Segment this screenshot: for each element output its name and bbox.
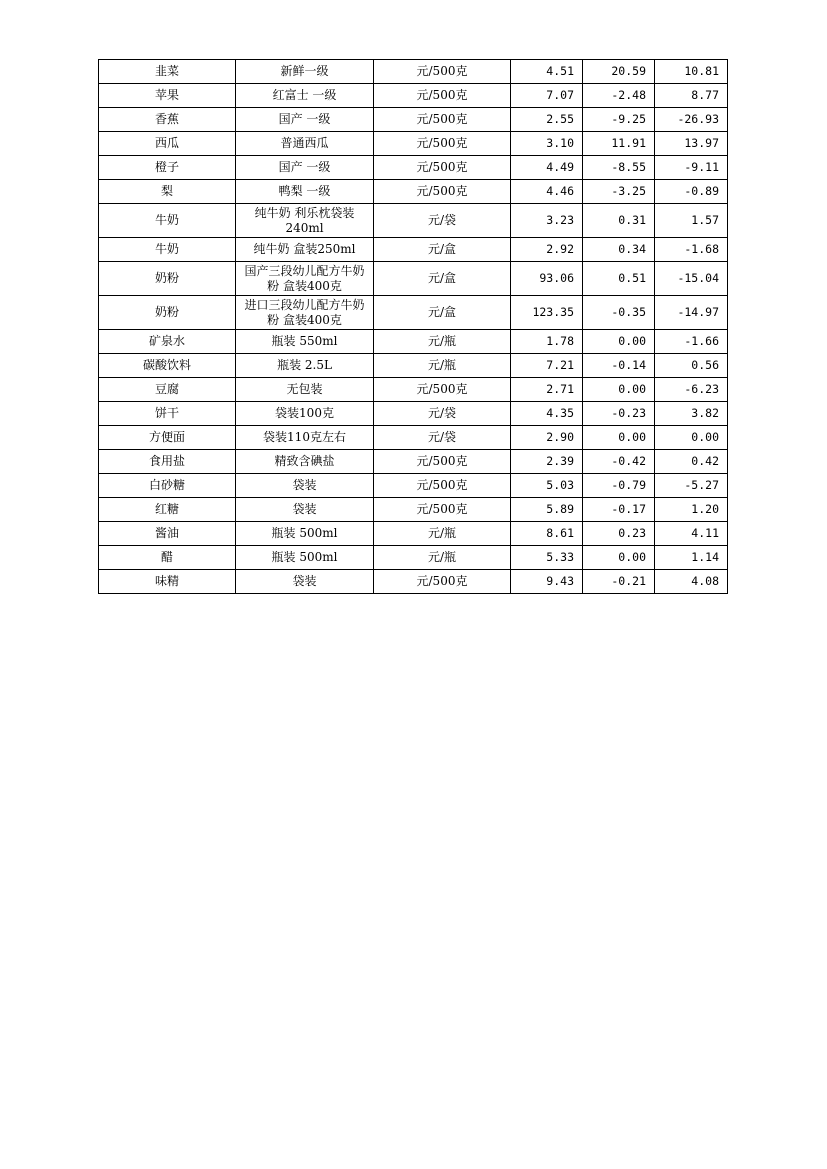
spec-cell: 纯牛奶 利乐枕袋装240ml bbox=[236, 204, 374, 238]
change-1-cell: 0.23 bbox=[583, 522, 655, 546]
spec-cell: 纯牛奶 盒装250ml bbox=[236, 238, 374, 262]
change-2-cell: 4.08 bbox=[655, 570, 728, 594]
change-1-cell: -0.79 bbox=[583, 474, 655, 498]
change-2-cell: -26.93 bbox=[655, 108, 728, 132]
change-2-cell: 1.20 bbox=[655, 498, 728, 522]
change-2-cell: -9.11 bbox=[655, 156, 728, 180]
table-row bbox=[99, 156, 728, 180]
change-1-cell: -9.25 bbox=[583, 108, 655, 132]
price-cell: 3.23 bbox=[511, 204, 583, 238]
product-name-cell: 食用盐 bbox=[99, 450, 236, 474]
product-name-cell: 饼干 bbox=[99, 402, 236, 426]
price-cell: 93.06 bbox=[511, 262, 583, 296]
product-name-cell: 矿泉水 bbox=[99, 330, 236, 354]
spec-cell: 进口三段幼儿配方牛奶粉 盒装400克 bbox=[236, 296, 374, 330]
price-cell: 2.92 bbox=[511, 238, 583, 262]
change-2-cell: -1.68 bbox=[655, 238, 728, 262]
change-1-cell: 0.34 bbox=[583, 238, 655, 262]
unit-cell: 元/500克 bbox=[374, 156, 511, 180]
change-1-cell: -0.35 bbox=[583, 296, 655, 330]
price-cell: 3.10 bbox=[511, 132, 583, 156]
product-name-cell: 橙子 bbox=[99, 156, 236, 180]
product-name-cell: 味精 bbox=[99, 570, 236, 594]
change-2-cell: -5.27 bbox=[655, 474, 728, 498]
unit-cell: 元/500克 bbox=[374, 132, 511, 156]
table-row bbox=[99, 296, 728, 330]
table-row bbox=[99, 108, 728, 132]
table-row bbox=[99, 84, 728, 108]
unit-cell: 元/500克 bbox=[374, 108, 511, 132]
unit-cell: 元/瓶 bbox=[374, 330, 511, 354]
table-row bbox=[99, 402, 728, 426]
price-cell: 2.39 bbox=[511, 450, 583, 474]
change-2-cell: 0.56 bbox=[655, 354, 728, 378]
price-cell: 4.49 bbox=[511, 156, 583, 180]
change-1-cell: 20.59 bbox=[583, 60, 655, 84]
product-name-cell: 豆腐 bbox=[99, 378, 236, 402]
change-1-cell: 0.00 bbox=[583, 426, 655, 450]
change-1-cell: -0.17 bbox=[583, 498, 655, 522]
change-2-cell: 8.77 bbox=[655, 84, 728, 108]
change-2-cell: -14.97 bbox=[655, 296, 728, 330]
product-name-cell: 红糖 bbox=[99, 498, 236, 522]
change-1-cell: -3.25 bbox=[583, 180, 655, 204]
change-1-cell: 0.51 bbox=[583, 262, 655, 296]
table-row bbox=[99, 498, 728, 522]
change-1-cell: 11.91 bbox=[583, 132, 655, 156]
spec-cell: 国产 一级 bbox=[236, 108, 374, 132]
spec-cell: 无包装 bbox=[236, 378, 374, 402]
change-1-cell: -2.48 bbox=[583, 84, 655, 108]
spec-cell: 精致含碘盐 bbox=[236, 450, 374, 474]
unit-cell: 元/袋 bbox=[374, 204, 511, 238]
unit-cell: 元/500克 bbox=[374, 84, 511, 108]
price-cell: 4.46 bbox=[511, 180, 583, 204]
product-name-cell: 韭菜 bbox=[99, 60, 236, 84]
spec-cell: 国产三段幼儿配方牛奶粉 盒装400克 bbox=[236, 262, 374, 296]
unit-cell: 元/500克 bbox=[374, 498, 511, 522]
table-row bbox=[99, 238, 728, 262]
spec-cell: 袋装110克左右 bbox=[236, 426, 374, 450]
price-cell: 2.90 bbox=[511, 426, 583, 450]
product-name-cell: 奶粉 bbox=[99, 296, 236, 330]
product-name-cell: 香蕉 bbox=[99, 108, 236, 132]
spec-cell: 瓶装 500ml bbox=[236, 522, 374, 546]
spec-cell: 瓶装 500ml bbox=[236, 546, 374, 570]
unit-cell: 元/瓶 bbox=[374, 546, 511, 570]
product-name-cell: 西瓜 bbox=[99, 132, 236, 156]
price-cell: 7.21 bbox=[511, 354, 583, 378]
unit-cell: 元/500克 bbox=[374, 474, 511, 498]
spec-cell: 瓶装 2.5L bbox=[236, 354, 374, 378]
change-2-cell: -6.23 bbox=[655, 378, 728, 402]
table-body bbox=[99, 60, 728, 594]
table-row bbox=[99, 546, 728, 570]
change-2-cell: -1.66 bbox=[655, 330, 728, 354]
price-cell: 2.71 bbox=[511, 378, 583, 402]
table-row bbox=[99, 474, 728, 498]
change-2-cell: -0.89 bbox=[655, 180, 728, 204]
change-2-cell: 1.57 bbox=[655, 204, 728, 238]
change-2-cell: 0.42 bbox=[655, 450, 728, 474]
table-row bbox=[99, 522, 728, 546]
table-row bbox=[99, 354, 728, 378]
product-name-cell: 酱油 bbox=[99, 522, 236, 546]
table-row bbox=[99, 132, 728, 156]
change-2-cell: 0.00 bbox=[655, 426, 728, 450]
change-1-cell: 0.00 bbox=[583, 378, 655, 402]
spec-cell: 瓶装 550ml bbox=[236, 330, 374, 354]
change-1-cell: 0.00 bbox=[583, 546, 655, 570]
price-table bbox=[98, 59, 728, 594]
price-cell: 2.55 bbox=[511, 108, 583, 132]
price-cell: 5.89 bbox=[511, 498, 583, 522]
unit-cell: 元/盒 bbox=[374, 296, 511, 330]
change-2-cell: 10.81 bbox=[655, 60, 728, 84]
change-1-cell: -0.14 bbox=[583, 354, 655, 378]
unit-cell: 元/袋 bbox=[374, 426, 511, 450]
spec-cell: 袋装 bbox=[236, 570, 374, 594]
product-name-cell: 梨 bbox=[99, 180, 236, 204]
table-row bbox=[99, 426, 728, 450]
price-cell: 8.61 bbox=[511, 522, 583, 546]
product-name-cell: 方便面 bbox=[99, 426, 236, 450]
spec-cell: 新鲜一级 bbox=[236, 60, 374, 84]
change-2-cell: 13.97 bbox=[655, 132, 728, 156]
price-cell: 4.35 bbox=[511, 402, 583, 426]
table-row bbox=[99, 204, 728, 238]
table-row bbox=[99, 60, 728, 84]
price-cell: 123.35 bbox=[511, 296, 583, 330]
change-1-cell: 0.31 bbox=[583, 204, 655, 238]
table-row bbox=[99, 262, 728, 296]
price-cell: 4.51 bbox=[511, 60, 583, 84]
table-row bbox=[99, 330, 728, 354]
spec-cell: 袋装 bbox=[236, 474, 374, 498]
change-1-cell: -0.23 bbox=[583, 402, 655, 426]
product-name-cell: 牛奶 bbox=[99, 238, 236, 262]
change-2-cell: 3.82 bbox=[655, 402, 728, 426]
product-name-cell: 醋 bbox=[99, 546, 236, 570]
unit-cell: 元/瓶 bbox=[374, 522, 511, 546]
table-row bbox=[99, 180, 728, 204]
price-cell: 7.07 bbox=[511, 84, 583, 108]
change-2-cell: 1.14 bbox=[655, 546, 728, 570]
table-row bbox=[99, 450, 728, 474]
unit-cell: 元/瓶 bbox=[374, 354, 511, 378]
unit-cell: 元/袋 bbox=[374, 402, 511, 426]
product-name-cell: 苹果 bbox=[99, 84, 236, 108]
unit-cell: 元/500克 bbox=[374, 180, 511, 204]
product-name-cell: 白砂糖 bbox=[99, 474, 236, 498]
price-cell: 5.33 bbox=[511, 546, 583, 570]
spec-cell: 袋装100克 bbox=[236, 402, 374, 426]
product-name-cell: 奶粉 bbox=[99, 262, 236, 296]
unit-cell: 元/500克 bbox=[374, 60, 511, 84]
spec-cell: 国产 一级 bbox=[236, 156, 374, 180]
change-2-cell: 4.11 bbox=[655, 522, 728, 546]
spec-cell: 红富士 一级 bbox=[236, 84, 374, 108]
product-name-cell: 牛奶 bbox=[99, 204, 236, 238]
change-1-cell: -8.55 bbox=[583, 156, 655, 180]
table-row bbox=[99, 570, 728, 594]
price-cell: 5.03 bbox=[511, 474, 583, 498]
change-1-cell: -0.42 bbox=[583, 450, 655, 474]
table-row bbox=[99, 378, 728, 402]
unit-cell: 元/500克 bbox=[374, 570, 511, 594]
product-name-cell: 碳酸饮料 bbox=[99, 354, 236, 378]
price-cell: 1.78 bbox=[511, 330, 583, 354]
spec-cell: 普通西瓜 bbox=[236, 132, 374, 156]
unit-cell: 元/盒 bbox=[374, 238, 511, 262]
unit-cell: 元/500克 bbox=[374, 378, 511, 402]
unit-cell: 元/盒 bbox=[374, 262, 511, 296]
spec-cell: 袋装 bbox=[236, 498, 374, 522]
change-1-cell: 0.00 bbox=[583, 330, 655, 354]
change-1-cell: -0.21 bbox=[583, 570, 655, 594]
price-cell: 9.43 bbox=[511, 570, 583, 594]
change-2-cell: -15.04 bbox=[655, 262, 728, 296]
unit-cell: 元/500克 bbox=[374, 450, 511, 474]
spec-cell: 鸭梨 一级 bbox=[236, 180, 374, 204]
